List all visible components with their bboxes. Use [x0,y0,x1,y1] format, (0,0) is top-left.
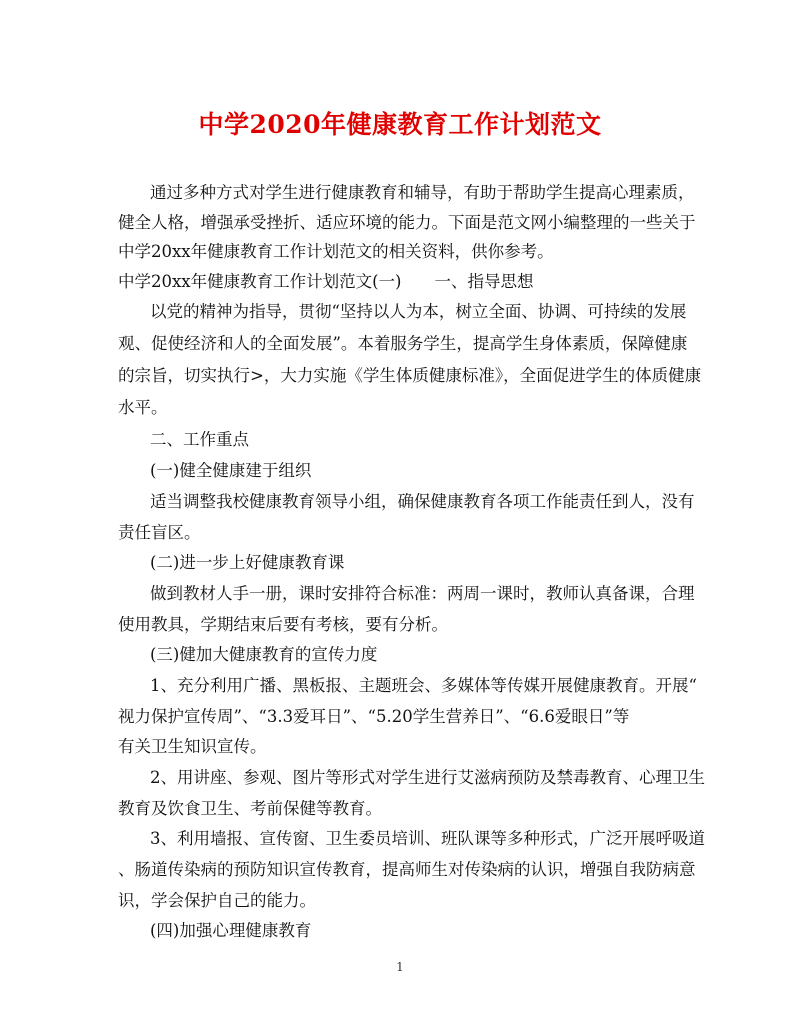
subsection-heading: (四)加强心理健康教育 [150,921,312,940]
paragraph-line: 教育及饮食卫生、考前保健等教育。 [118,799,382,818]
subsection-heading: (三)健加大健康教育的宣传力度 [150,645,378,664]
subsection-heading: (一)健全健康建于组织 [150,461,312,480]
paragraph-line: 水平。 [118,398,168,417]
document-title: 中学2020年健康教育工作计划范文 [198,110,602,139]
paragraph-line: 的宗旨，切实执行>，大力实施《学生体质健康标准》，全面促进学生的体质健康 [118,366,702,385]
section-heading: 二、工作重点 [150,430,249,449]
paragraph-line: 观、促使经济和人的全面发展”。本着服务学生，提高学生身体素质，保障健康 [118,334,688,353]
paragraph-line: 2、用讲座、参观、图片等形式对学生进行艾滋病预防及禁毒教育、心理卫生 [150,768,705,787]
paragraph-line: 通过多种方式对学生进行健康教育和辅导，有助于帮助学生提高心理素质， [150,183,695,202]
paragraph-line: 适当调整我校健康教育领导小组，确保健康教育各项工作能责任到人，没有 [150,492,695,511]
page-number: 1 [396,960,404,974]
paragraph-line: 做到教材人手一册，课时安排符合标准：两周一课时，教师认真备课，合理 [150,584,695,603]
paragraph-line: 3、利用墙报、宣传窗、卫生委员培训、班队课等多种形式，广泛开展呼吸道 [150,829,705,848]
paragraph-line: 识，学会保护自己的能力。 [118,891,316,910]
paragraph-line: 使用教具，学期结束后要有考核，要有分析。 [118,615,448,634]
section-heading-line: 中学20xx年健康教育工作计划范文(一) 一、指导思想 [118,272,534,291]
paragraph-line: 中学20xx年健康教育工作计划范文的相关资料，供你参考。 [118,242,554,261]
paragraph-line: 以党的精神为指导，贯彻“坚持以人为本，树立全面、协调、可持续的发展 [150,302,687,321]
paragraph-line: 、肠道传染病的预防知识宣传教育，提高师生对传染病的认识，增强自我防病意 [118,860,696,879]
paragraph-line: 有关卫生知识宣传。 [118,737,267,756]
paragraph-line: 视力保护宣传周”、“3.3爱耳日”、“5.20学生营养日”、“6.6爱眼日”等 [118,707,630,726]
subsection-heading: (二)进一步上好健康教育课 [150,553,345,572]
paragraph-line: 1、充分利用广播、黑板报、主题班会、多媒体等传媒开展健康教育。开展“ [150,676,697,695]
paragraph-line: 健全人格，增强承受挫折、适应环境的能力。下面是范文网小编整理的一些关于 [118,213,696,232]
paragraph-line: 责任盲区。 [118,523,201,542]
